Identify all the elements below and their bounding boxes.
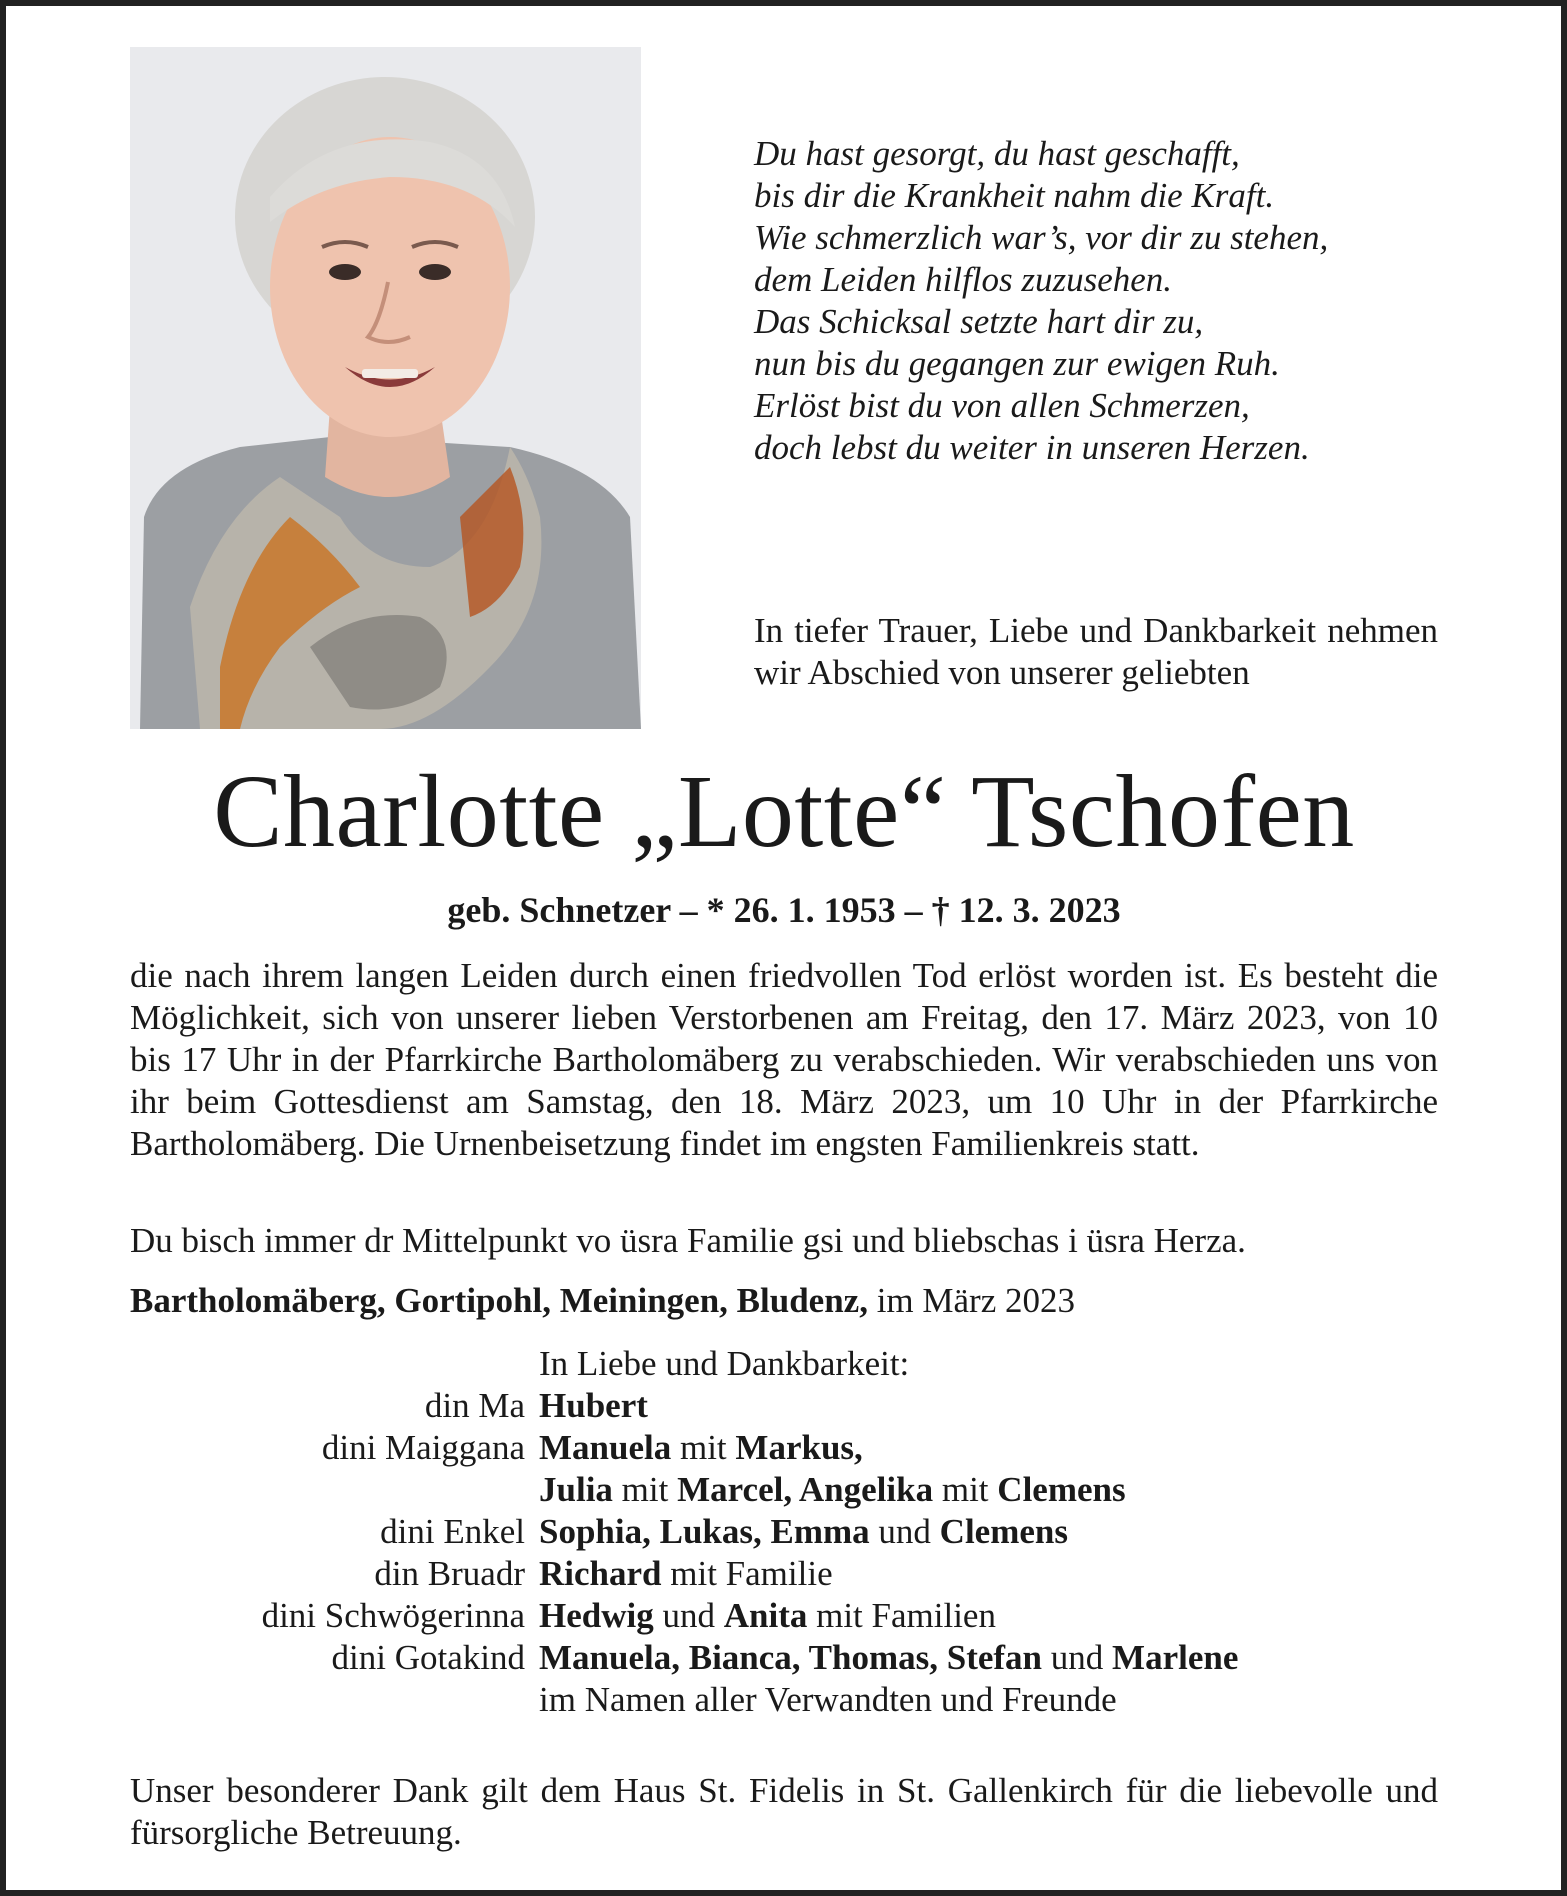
poem-line: Du hast gesorgt, du hast geschafft, [754, 134, 1240, 173]
family-member-name: Marlene [1112, 1638, 1239, 1677]
family-member-name: Markus, [735, 1428, 863, 1467]
poem-line: doch lebst du weiter in unseren Herzen. [754, 428, 1310, 467]
family-member-name: Clemens [997, 1470, 1126, 1509]
family-member-name: Richard [539, 1554, 662, 1593]
poem-line: dem Leiden hilflos zuzusehen. [754, 260, 1173, 299]
family-row [130, 1385, 1438, 1427]
deceased-name: Charlotte „Lotte“ Tschofen [213, 754, 1355, 869]
portrait-photo [130, 47, 641, 729]
family-member-name: Clemens [939, 1512, 1068, 1551]
family-member-name: Hedwig [539, 1596, 654, 1635]
family-members [539, 1469, 1438, 1511]
poem-line: nun bis du gegangen zur ewigen Ruh. [754, 344, 1280, 383]
family-member-name: Manuela [539, 1428, 672, 1467]
family-heading-row [130, 1343, 1438, 1385]
family-relation: dini Gotakind [331, 1638, 525, 1677]
family-connector: mit [671, 1428, 736, 1467]
poem-line: Wie schmerzlich war’s, vor dir zu stehen, [754, 218, 1329, 257]
life-dates: geb. Schnetzer – * 26. 1. 1953 – † 12. 3. 2023 [447, 890, 1121, 930]
family-relation: dini Schwögerinna [261, 1596, 525, 1635]
family-connector: im Namen aller Verwandten und Freunde [539, 1680, 1117, 1719]
family-row [130, 1679, 1438, 1721]
family-row [130, 1595, 1438, 1637]
family-member-name: Sophia, Lukas, Emma [539, 1512, 870, 1551]
poem-line: Erlöst bist du von allen Schmerzen, [754, 386, 1250, 425]
family-connector: mit [612, 1470, 678, 1509]
family-connector: und [1042, 1638, 1113, 1677]
family-connector: und [869, 1512, 940, 1551]
family-connector: und [653, 1596, 724, 1635]
family-member-name: Marcel, Angelika [677, 1470, 934, 1509]
family-relation: dini Enkel [380, 1512, 525, 1551]
place-names: Bartholomäberg, Gortipohl, Meiningen, Bludenz, [130, 1281, 868, 1320]
family-member-name: Julia [539, 1470, 613, 1509]
family-row [130, 1553, 1438, 1595]
place-date: im März 2023 [876, 1281, 1075, 1320]
family-row [130, 1637, 1438, 1679]
family-member-name: Anita [723, 1596, 808, 1635]
family-members [539, 1511, 1438, 1553]
family-members [539, 1679, 1438, 1721]
memorial-poem [754, 133, 1474, 469]
family-members [539, 1595, 1438, 1637]
family-rows [130, 1385, 1438, 1721]
family-row [130, 1511, 1438, 1553]
family-relation: dini Maiggana [321, 1428, 525, 1467]
family-member-name: Hubert [539, 1386, 648, 1425]
family-connector: mit Familien [807, 1596, 996, 1635]
family-members [539, 1385, 1438, 1427]
intro-text: In tiefer Trauer, Liebe und Dankbarkeit nehmen wir Abschied von unserer geliebten [754, 611, 1438, 692]
family-row [130, 1469, 1438, 1511]
family-heading: In Liebe und Dankbarkeit: [539, 1344, 910, 1383]
family-member-name: Manuela, Bianca, Thomas, Stefan [539, 1638, 1043, 1677]
family-members [539, 1637, 1438, 1679]
family-list [130, 1343, 1438, 1721]
family-connector: mit Familie [661, 1554, 833, 1593]
places-line [130, 1280, 1438, 1322]
family-members [539, 1427, 1438, 1469]
family-relation [130, 1469, 539, 1511]
family-members [539, 1553, 1438, 1595]
family-relation: din Ma [424, 1386, 525, 1425]
family-relation [130, 1679, 539, 1721]
poem-line: Das Schicksal setzte hart dir zu, [754, 302, 1204, 341]
dialect-quote: Du bisch immer dr Mittelpunkt vo üsra Familie gsi und bliebschas i üsra Herza. [130, 1221, 1246, 1260]
family-relation: din Bruadr [374, 1554, 525, 1593]
family-row [130, 1427, 1438, 1469]
announcement-body: die nach ihrem langen Leiden durch einen friedvollen Tod erlöst worden ist. Es besteht die Möglichkeit, sich von unserer lieben Verstorbenen am Freitag, den 17. März 2023, von 10 bis 17 Uhr in der Pfarrkirche Bartholomäberg zu verabschieden. Wir verabschieden uns von ihr beim Gottesdienst am Samstag, den 18. März 2023, um 10 Uhr in der Pfarrkirche Bartholomäberg. Die Urnenbeisetzung findet im engsten Familienkreis statt. [130, 956, 1438, 1163]
thanks-text: Unser besonderer Dank gilt dem Haus St. Fidelis in St. Gallenkirch für die liebevolle und fürsorgliche Betreuung. [130, 1771, 1438, 1852]
poem-line: bis dir die Krankheit nahm die Kraft. [754, 176, 1275, 215]
portrait-illustration [130, 47, 641, 729]
family-connector: mit [933, 1470, 998, 1509]
